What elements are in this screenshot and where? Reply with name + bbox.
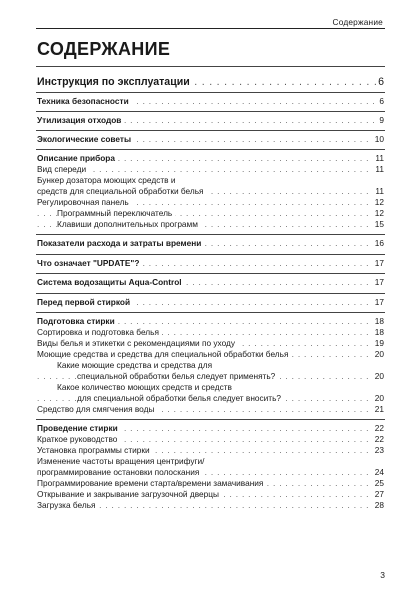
toc-page: 10 [374,134,384,144]
page-number: 3 [380,570,385,580]
toc-entry[interactable]: Перед первой стиркой . . . 17 [37,297,376,308]
toc-entry[interactable]: Система водозащиты Aqua-Control . . . 17 [37,277,376,288]
section-rule [36,111,385,112]
title-rule [36,66,385,67]
toc-entry[interactable]: Показатели расхода и затраты времени . . . 16 [37,238,376,249]
toc-page: 9 [379,115,384,125]
toc-entry[interactable]: Техника безопасности . . . 6 [37,96,376,107]
toc-entry[interactable]: Утилизация отходов . . . 9 [37,115,376,126]
toc-page: 11 [375,186,384,196]
toc-entry[interactable]: Моющие средства и средства для специальной обработки белья . . . 20 [37,349,376,360]
toc-page: 22 [374,434,384,444]
page-title: СОДЕРЖАНИЕ [37,39,171,59]
toc-page: 12 [374,208,384,218]
toc-page: 18 [374,316,384,326]
section-rule [36,419,385,420]
toc-entry-line: Какие моющие средства и средства для [57,360,213,370]
toc-entry[interactable]: Проведение стирки . . . 22 [37,423,376,434]
toc-page: 15 [374,219,384,229]
toc-entry[interactable]: Экологические советы . . . 10 [37,134,376,145]
toc-entry-line: Какое количество моющих средств и средств [57,382,232,392]
toc-page: 11 [375,164,384,174]
toc-entry[interactable]: Программный переключатель . . . 12 [37,208,376,219]
toc-page: 28 [374,500,384,510]
section-rule [36,92,385,93]
toc-entry[interactable]: Загрузка белья . . . 28 [37,500,376,511]
header-rule [36,28,385,29]
toc-entry[interactable]: Клавиши дополнительных программ . . . 15 [37,219,376,230]
toc-entry[interactable]: Открывание и закрывание загрузочной дверцы . . . 27 [37,489,376,500]
section-rule [36,130,385,131]
toc-entry[interactable]: программирование остановки полоскания . . . 24 [37,467,376,478]
toc-page: 27 [374,489,384,499]
toc-entry[interactable]: Виды белья и этикетки с рекомендациями по уходу . . . 19 [37,338,376,349]
toc-entry[interactable]: Регулировочная панель . . . 12 [37,197,376,208]
section-rule [36,312,385,313]
toc-page: 25 [374,478,384,488]
toc-entry[interactable]: Установка программы стирки . . . 23 [37,445,376,456]
toc-entry[interactable]: Описание прибора . . . 11 [37,153,376,164]
toc-page: 21 [374,404,384,414]
toc-page: 20 [374,393,384,403]
toc-entry[interactable]: Сортировка и подготовка белья . . . 18 [37,327,376,338]
toc-page: 16 [374,238,384,248]
toc-entry[interactable]: Краткое руководство . . . 22 [37,434,376,445]
running-head: Содержание [332,17,383,27]
toc-page: 17 [374,297,384,307]
toc-entry[interactable]: для специальной обработки белья следует вносить? . . . 20 [37,393,376,404]
section-rule [36,149,385,150]
toc-entry[interactable]: Подготовка стирки . . . 18 [37,316,376,327]
toc-entry[interactable]: Инструкция по эксплуатации . . . 6 [37,76,376,89]
toc-page: 24 [374,467,384,477]
toc-entry[interactable]: средств для специальной обработки белья . . . 11 [37,186,376,197]
toc-page: 20 [374,349,384,359]
toc-entry-line: Изменение частоты вращения центрифуги/ [37,456,205,466]
toc-page: 17 [374,277,384,287]
toc-page: 17 [374,258,384,268]
toc-page: 19 [374,338,384,348]
section-rule [36,234,385,235]
section-rule [36,254,385,255]
toc-page: 12 [374,197,384,207]
toc-page: 20 [374,371,384,381]
toc-entry[interactable]: специальной обработки белья следует применять? . . . 20 [37,371,376,382]
section-rule [36,293,385,294]
toc-page: 6 [378,76,384,88]
toc-page: 18 [374,327,384,337]
toc-page: 23 [374,445,384,455]
toc-entry[interactable]: Программирование времени старта/времени замачивания . . . 25 [37,478,376,489]
toc-entry-line: Бункер дозатора моющих средств и [37,175,176,185]
toc-page: 6 [379,96,384,106]
toc-entry[interactable]: Средство для смягчения воды . . . 21 [37,404,376,415]
section-rule [36,273,385,274]
toc-page: 11 [375,153,384,163]
toc-entry[interactable]: Вид спереди . . . 11 [37,164,376,175]
toc-entry[interactable]: Что означает "UPDATE"? . . . 17 [37,258,376,269]
toc-page: 22 [374,423,384,433]
